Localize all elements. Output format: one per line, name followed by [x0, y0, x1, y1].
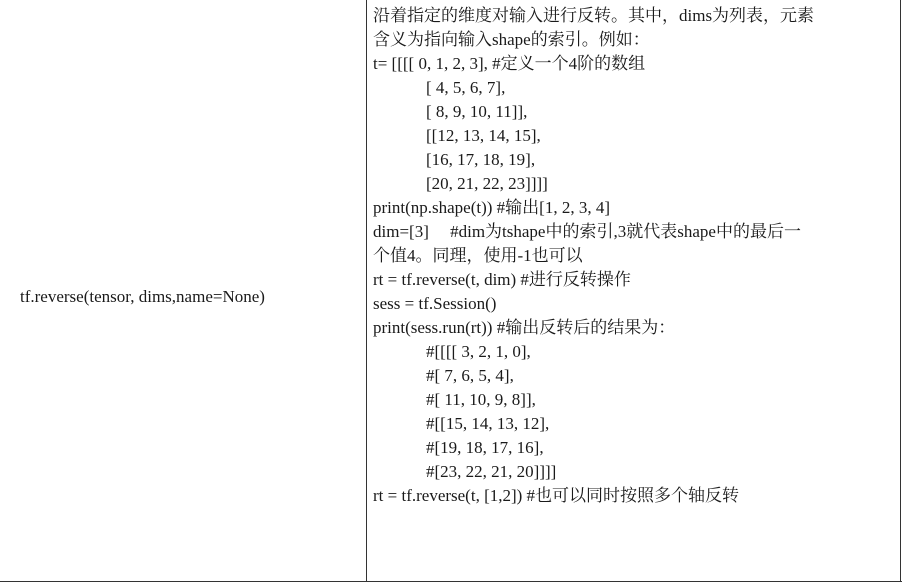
code-line: #[19, 18, 17, 16], — [426, 438, 544, 457]
function-description — [373, 4, 893, 508]
code-line: print(np.shape(t)) #输出[1, 2, 3, 4] — [373, 198, 611, 217]
code-line: rt = tf.reverse(t, [1,2]) #也可以同时按照多个轴反转 — [373, 486, 740, 505]
code-line: rt = tf.reverse(t, dim) #进行反转操作 — [373, 270, 631, 289]
code-line: [ 8, 9, 10, 11]], — [426, 102, 528, 121]
code-line: [ 4, 5, 6, 7], — [426, 78, 506, 97]
code-line: [[12, 13, 14, 15], — [426, 126, 541, 145]
code-line: t= [[[[ 0, 1, 2, 3], #定义一个4阶的数组 — [373, 54, 646, 73]
table-right-border — [900, 0, 901, 582]
column-divider — [366, 0, 367, 582]
function-signature: tf.reverse(tensor, dims,name=None) — [20, 287, 265, 306]
description-line: 个值4。同理，使用-1也可以 — [373, 246, 583, 265]
code-line: [16, 17, 18, 19], — [426, 150, 536, 169]
code-line: sess = tf.Session() — [373, 294, 497, 313]
code-line: print(sess.run(rt)) #输出反转后的结果为： — [373, 318, 676, 337]
description-line: 沿着指定的维度对输入进行反转。其中，dims为列表，元素 — [373, 6, 815, 25]
code-line: #[ 11, 10, 9, 8]], — [426, 390, 536, 409]
code-line: #[23, 22, 21, 20]]]] — [426, 462, 557, 481]
code-line: #[[15, 14, 13, 12], — [426, 414, 550, 433]
code-line: #[ 7, 6, 5, 4], — [426, 366, 514, 385]
code-line: [20, 21, 22, 23]]]] — [426, 174, 548, 193]
code-line: #[[[[ 3, 2, 1, 0], — [426, 342, 531, 361]
description-line: 含义为指向输入shape的索引。例如： — [373, 30, 650, 49]
code-line: dim=[3] #dim为tshape中的索引,3就代表shape中的最后一 — [373, 222, 801, 241]
